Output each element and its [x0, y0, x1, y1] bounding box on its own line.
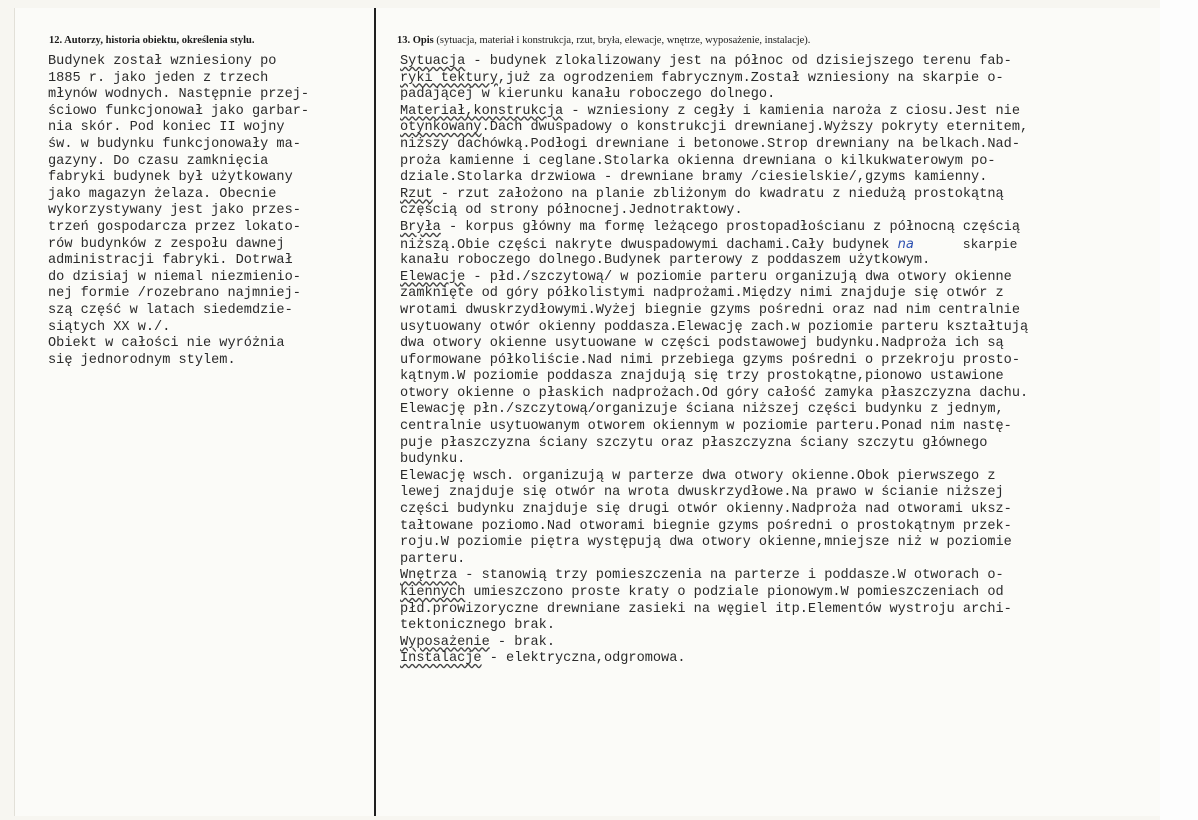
line-text: kanału roboczego dolnego.Budynek parterowy z poddaszem użytkowym.	[400, 253, 931, 269]
section-13-line	[400, 535, 1160, 552]
section-12-line: młynów wodnych. Następnie przej-	[48, 87, 310, 103]
line-text: padającej w kierunku kanału roboczego dolnego.	[400, 87, 776, 103]
section-13-line	[400, 552, 1160, 569]
section-13-line	[400, 54, 1160, 71]
underlined-term: Sytuacja	[400, 54, 466, 69]
erased-gap	[914, 238, 963, 253]
underlined-term: Wnętrza	[400, 568, 458, 584]
section-13-line	[400, 220, 1160, 237]
line-text: niższą.Obie części nakryte dwuspadowymi dachami.Cały budynek	[400, 237, 898, 253]
section-12-number: 12.	[49, 35, 63, 46]
section-12-line: wykorzystywany jest jako przes-	[48, 203, 301, 219]
line-text: - brak.	[489, 634, 555, 650]
section-13-line	[400, 369, 1160, 386]
section-13-line	[400, 253, 1160, 270]
section-12-line: szą część w latach siedemdzie-	[48, 302, 293, 318]
line-text: lewej znajduje się otwór na wrota dwuskrzydłowe.Na prawo w ścianie niższej	[400, 485, 1004, 501]
line-text: - elektryczna,odgromowa.	[481, 651, 686, 667]
section-12-line: się jednorodnym stylem.	[48, 352, 236, 368]
section-12-title: Autorzy, historia obiektu, określenia stylu.	[64, 35, 255, 46]
section-13-line	[400, 502, 1160, 519]
section-13-line	[400, 602, 1160, 619]
section-13-line	[400, 137, 1160, 154]
line-text: Elewację wsch. organizują w parterze dwa otwory okienne.Obok pierwszego z	[400, 468, 996, 484]
section-13-line	[400, 452, 1160, 469]
line-text: umieszczono proste kraty o podziale pionowym.W pomieszczeniach od	[465, 585, 1004, 600]
section-13-number: 13.	[397, 35, 411, 46]
underlined-term: Elewacje	[400, 269, 466, 285]
section-12-line: Obiekt w całości nie wyróżnia	[48, 336, 285, 352]
section-13-title: (sytuacja, materiał i konstrukcja, rzut, bryła, elewacje, wnętrze, wyposażenie, instalacje).	[436, 35, 811, 46]
section-12-line: jako magazyn żelaza. Obecnie	[48, 186, 277, 202]
line-text: - wzniesiony z cegły i kamienia naroża z ciosu.Jest nie	[563, 103, 1020, 119]
section-13-line	[400, 154, 1160, 171]
page-edge	[1160, 0, 1198, 820]
line-text: .Dach dwuspadowy o konstrukcji drewnianej.Wyższy pokryty eternitem,	[481, 120, 1029, 136]
section-13-line	[400, 618, 1160, 635]
underlined-term: kiennych	[400, 585, 466, 600]
section-12-body	[48, 54, 366, 369]
underlined-term: otynkowany	[400, 120, 482, 136]
section-12-line: siątych XX w./.	[48, 319, 171, 335]
section-13-line	[400, 170, 1160, 187]
section-13-body	[400, 54, 1160, 668]
section-12-line: św. w budynku funkcjonowały ma-	[48, 136, 301, 152]
line-text: usytuowany otwór okienny poddasza.Elewację zach.w poziomie parteru kształtują	[400, 319, 1029, 335]
underlined-term: ryki tektury	[400, 70, 498, 86]
section-13-line	[400, 635, 1160, 652]
section-13-line	[400, 485, 1160, 502]
line-text: tektonicznego brak.	[400, 618, 555, 634]
section-13-line	[400, 402, 1160, 419]
section-13-line	[400, 270, 1160, 287]
line-text: centralnie usytuowanym otworem okiennym w poziomie parteru.Ponad nim nastę-	[400, 419, 1012, 435]
underlined-term: Rzut	[400, 186, 433, 202]
section-13-line	[400, 286, 1160, 303]
line-text: - stanowią trzy pomieszczenia na parterze i poddasze.W otworach o-	[457, 568, 1004, 584]
section-13-line	[400, 303, 1160, 320]
line-text: dwa otwory okienne usytuowane w części podstawowej budynku.Nadproża ich są	[400, 336, 1004, 352]
line-text: - rzut założono na planie zbliżonym do kwadratu z niedużą prostokątną	[432, 186, 1004, 202]
section-12-line: nia skór. Pod koniec II wojny	[48, 120, 285, 136]
underlined-term: Instalacje	[400, 651, 482, 667]
column-divider	[374, 8, 376, 816]
line-text: otwory okienne o płaskich nadprożach.Od góry całość zamyka płaszczyzna dachu.	[400, 385, 1029, 401]
section-13-heading	[397, 35, 810, 46]
line-text: tałtowane poziomo.Nad otworami biegnie gzyms pośredni o prostokątnym przek-	[400, 518, 1012, 534]
section-13-line	[400, 386, 1160, 403]
section-13-line	[400, 568, 1160, 585]
line-text: ,już za ogrodzeniem fabrycznym.Został wzniesiony na skarpie o-	[497, 70, 1004, 86]
underlined-term: Bryła	[400, 219, 441, 235]
section-13-line	[400, 419, 1160, 436]
line-text: puje płaszczyzna ściany szczytu oraz płaszczyzna ściany szczytu głównego	[400, 435, 988, 451]
section-13-line	[400, 187, 1160, 204]
handwritten-insert-skarpie: skarpie	[962, 236, 1018, 252]
handwritten-insert-na: na	[897, 236, 914, 252]
section-12-line: administracji fabryki. Dotrwał	[48, 253, 293, 269]
section-12-line: trzeń gospodarcza przez lokato-	[48, 219, 301, 235]
section-12-line: ściowo funkcjonował jako garbar-	[48, 103, 310, 119]
line-text: wrotami dwuskrzydłowymi.Wyżej biegnie gzyms pośredni oraz nad nim centralnie	[400, 302, 1020, 318]
section-12-line: 1885 r. jako jeden z trzech	[48, 70, 269, 86]
section-13-line	[400, 120, 1160, 137]
line-text: części budynku znajduje się drugi otwór okienny.Nadproża nad otworami uksz-	[400, 502, 1012, 518]
section-13-line	[400, 519, 1160, 536]
section-12-line: Budynek został wzniesiony po	[48, 54, 277, 69]
section-13-line	[400, 203, 1160, 220]
line-text: zamknięte od góry półkolistymi nadprożami.Między nimi znajduje się otwór z	[400, 286, 1004, 302]
underlined-term: Wyposażenie	[400, 634, 490, 650]
line-text: parteru.	[400, 551, 466, 567]
line-text: dziale.Stolarka drzwiowa - drewniane bramy /ciesielskie/,gzyms kamienny.	[400, 170, 988, 186]
line-text: częścią od strony północnej.Jednotraktowy.	[400, 203, 743, 219]
section-13-line	[400, 436, 1160, 453]
line-text: Elewację płn./szczytową/organizuje ściana niższej części budynku z jednym,	[400, 402, 1004, 418]
section-13-line	[400, 87, 1160, 104]
section-12-line: rów budynków z zespołu dawnej	[48, 236, 285, 252]
line-text: - korpus główny ma formę leżącego prostopadłościanu z północną częścią	[440, 219, 1020, 235]
section-13-line	[400, 104, 1160, 121]
section-13-line	[400, 71, 1160, 88]
section-12-line: nej formie /rozebrano najmniej-	[48, 286, 301, 302]
section-13-line	[400, 353, 1160, 370]
section-13-label: Opis	[412, 35, 434, 46]
line-text: - płd./szczytową/ w poziomie parteru organizują dwa otwory okienne	[465, 269, 1012, 285]
section-13-line	[400, 237, 1160, 254]
underlined-term: Materiał,konstrukcja	[400, 103, 564, 119]
section-12-line: gazyny. Do czasu zamknięcia	[48, 153, 269, 169]
line-text: proża kamienne i ceglane.Stolarka okienna drewniana o kilkukwaterowym po-	[400, 153, 996, 169]
section-13-line	[400, 585, 1160, 602]
section-12-line: fabryki budynek był użytkowany	[48, 170, 293, 186]
section-13-line	[400, 336, 1160, 353]
line-text: budynku.	[400, 452, 466, 468]
line-text: uformowane półkoliście.Nad nimi przebiega gzyms pośredni o przekroju prosto-	[400, 352, 1020, 368]
section-12-heading	[49, 35, 254, 46]
section-12-line: do dzisiaj w niemal niezmienio-	[48, 269, 301, 285]
line-text: płd.prowizoryczne drewniane zasieki na węgiel itp.Elementów wystroju archi-	[400, 601, 1012, 617]
section-13-line	[400, 469, 1160, 486]
section-13-line	[400, 320, 1160, 337]
line-text: roju.W poziomie piętra występują dwa otwory okienne,mniejsze niż w poziomie	[400, 535, 1012, 551]
section-13-line	[400, 651, 1160, 668]
line-text: - budynek zlokalizowany jest na północ od dzisiejszego terenu fab-	[465, 54, 1012, 69]
line-text: kątnym.W poziomie poddasza znajdują się trzy prostokątne,pionowo ustawione	[400, 369, 1004, 385]
line-text: niższy dachówką.Podłogi drewniane i betonowe.Strop drewniany na belkach.Nad-	[400, 136, 1020, 152]
